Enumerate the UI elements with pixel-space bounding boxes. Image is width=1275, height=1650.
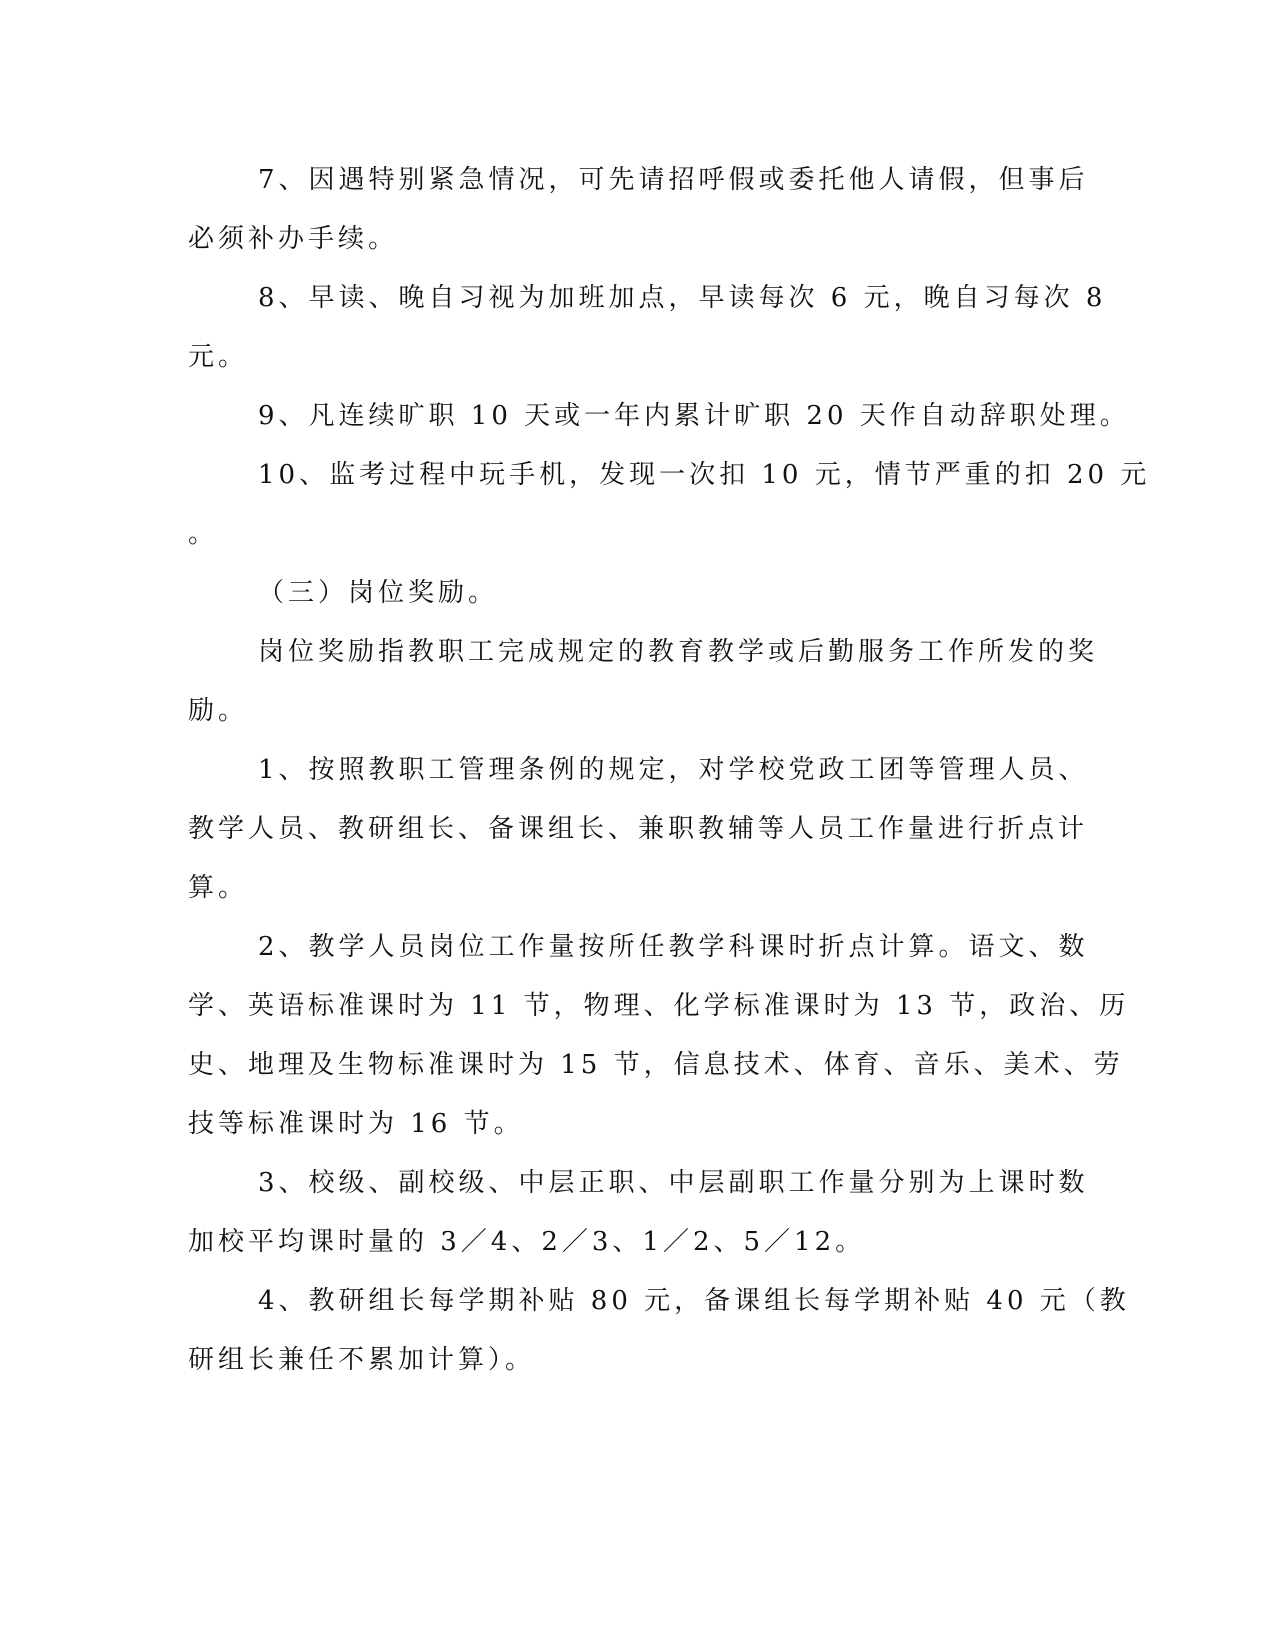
text-line-16: 史、地理及生物标准课时为 15 节，信息技术、体育、音乐、美术、劳 (188, 1050, 1124, 1080)
text-line-9: 岗位奖励指教职工完成规定的教育教学或后勤服务工作所发的奖 (258, 637, 1099, 667)
text-line-10: 励。 (188, 696, 249, 726)
text-line-2: 必须补办手续。 (188, 224, 399, 254)
text-line-3: 8、早读、晚自习视为加班加点，早读每次 6 元，晚自习每次 8 (258, 283, 1107, 313)
text-line-1: 7、因遇特别紧急情况，可先请招呼假或委托他人请假，但事后 (258, 165, 1089, 195)
text-line-8: （三）岗位奖励。 (258, 578, 499, 608)
text-line-6: 10、监考过程中玩手机，发现一次扣 10 元，情节严重的扣 20 元 (258, 460, 1151, 490)
text-line-17: 技等标准课时为 16 节。 (188, 1109, 524, 1139)
text-line-12: 教学人员、教研组长、备课组长、兼职教辅等人员工作量进行折点计 (188, 814, 1089, 844)
text-line-14: 2、教学人员岗位工作量按所任教学科课时折点计算。语文、数 (258, 932, 1089, 962)
text-line-15: 学、英语标准课时为 11 节，物理、化学标准课时为 13 节，政治、历 (188, 991, 1130, 1021)
text-line-19: 加校平均课时量的 3／4、2／3、1／2、5／12。 (188, 1227, 866, 1257)
text-line-11: 1、按照教职工管理条例的规定，对学校党政工团等管理人员、 (258, 755, 1089, 785)
text-line-5: 9、凡连续旷职 10 天或一年内累计旷职 20 天作自动辞职处理。 (258, 401, 1130, 431)
text-line-18: 3、校级、副校级、中层正职、中层副职工作量分别为上课时数 (258, 1168, 1089, 1198)
text-line-13: 算。 (188, 873, 249, 903)
text-line-21: 研组长兼任不累加计算）。 (188, 1345, 536, 1375)
text-line-4: 元。 (188, 342, 249, 372)
text-line-7: 。 (188, 519, 219, 549)
text-line-20: 4、教研组长每学期补贴 80 元，备课组长每学期补贴 40 元（教 (258, 1286, 1130, 1316)
